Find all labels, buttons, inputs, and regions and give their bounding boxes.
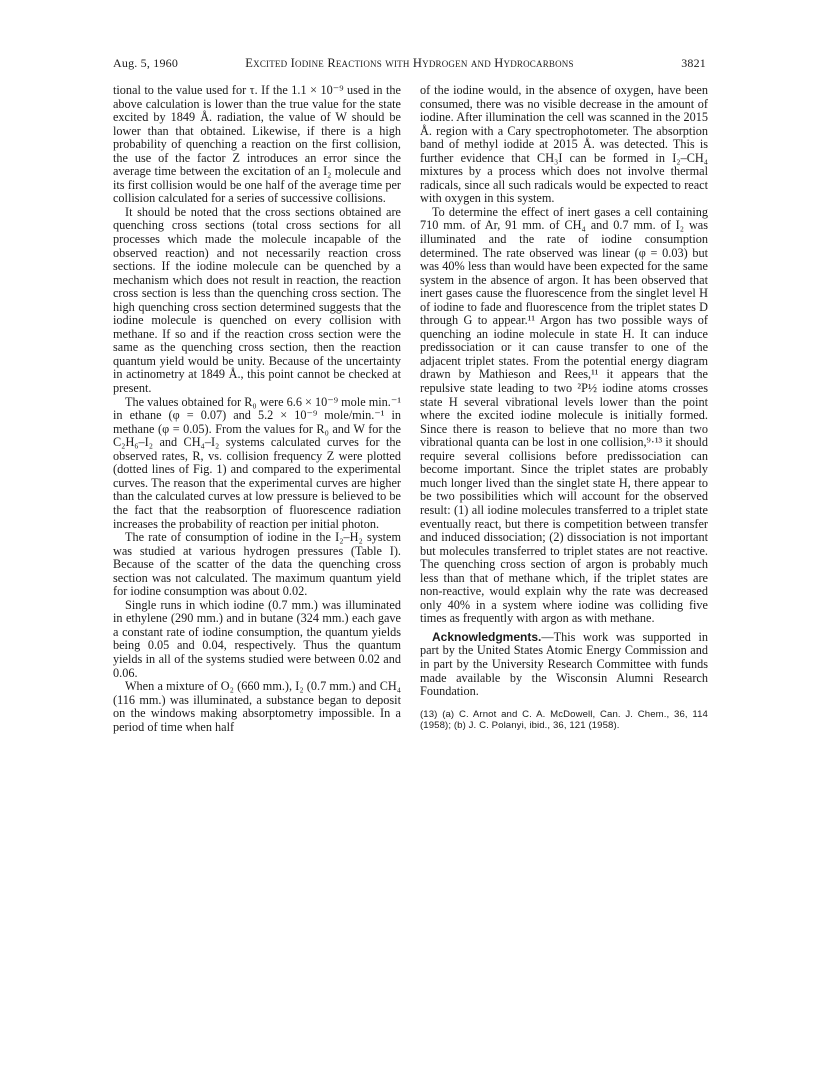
paragraph: To determine the effect of inert gases a cell containing 710 mm. of Ar, 91 mm. of CH₄ and 0.7 mm. of I₂ was illuminated and the rate of iodine consumption determined. The rate observed was linear (φ = 0.03) but was 40% less than would have been expected for the same system in the absence of argon. It has been observed that inert gases cause the fluorescence from the singlet level H of iodine to fade and fluorescence from the triplet states D through G to appear.¹¹ Argon has two possible ways of quenching an iodine molecule in state H. It can induce predissociation or it can cause transfer to one of the adjacent triplet states. From the potential energy diagram drawn by Mathieson and Rees,¹¹ it appears that the repulsive state leading to two ²P½ iodine atoms crosses state H several vibrational levels lower than the point where the excited iodine molecule is initially formed. Since there is reason to believe that no more than two vibrational quanta can be lost in one collision,⁹·¹³ it should require several collisions before predissociation can become important. Since the triplet states are probably much longer lived than the singlet state H, there appear to be two possibilities which will account for the observed result: (1) all iodine molecules transferred to a triplet state eventually react, but there is competition between transfer and induced dissociation; (2) dissociation is not important but molecules transferred to triplet states are not reactive. The quenching cross section of argon is probably much less than that of methane which, if the triplet states are non-reactive, would explain why the rate was decreased only 40% in a system where iodine was colliding five times as frequently with argon as with methane.	[420, 204, 708, 626]
right-column	[420, 84, 708, 732]
paragraph: tional to the value used for τ. If the 1.1 × 10⁻⁹ used in the above calculation is lower than the true value for the state excited by 1849 Å. radiation, the value of W should be lower than that obtained. Likewise, if there is a high probability of quenching a reaction on the first collision, the use of the factor Z introduces an error since the average time between the excitation of an I₂ molecule and its first collision would be one half of the average time per collision calculated for a series of successive collisions.	[113, 83, 401, 206]
running-header	[113, 56, 706, 72]
paragraph: of the iodine would, in the absence of oxygen, have been consumed, there was no visible decrease in the amount of iodine. After illumination the cell was scanned in the 2015 Å. region with a Cary spectrophotometer. The absorption band of methyl iodide at 2015 Å. was detected. This is further evidence that CH₃I can be formed in I₂–CH₄ mixtures by a process which does not involve thermal radicals, since all such radicals would be expected to react with oxygen in this system.	[420, 83, 708, 206]
paragraph: The rate of consumption of iodine in the I₂–H₂ system was studied at various hydrogen pressures (Table I). Because of the scatter of the data the quenching cross section was not calculated. The maximum quantum yield for iodine consumption was about 0.02.	[113, 530, 401, 599]
paragraph: Single runs in which iodine (0.7 mm.) was illuminated in ethylene (290 mm.) and in butane (324 mm.) each gave a constant rate of iodine consumption, the quantum yields being 0.05 and 0.04, respectively. Thus the quantum yields in all of the systems studied were between 0.02 and 0.06.	[113, 597, 401, 680]
header-page-number: 3821	[681, 56, 706, 70]
paragraph: The values obtained for R₀ were 6.6 × 10⁻⁹ mole min.⁻¹ in ethane (φ = 0.07) and 5.2 × 10⁻⁹ mole/min.⁻¹ in methane (φ = 0.05). From the values for R₀ and W for the C₂H₆–I₂ and CH₄–I₂ systems calculated curves for the observed rates, R, vs. collision frequency Z were plotted (dotted lines of Fig. 1) and compared to the experimental curves. The reason that the experimental curves are higher than the calculated curves at low pressure is believed to be the fact that the reabsorption of fluorescence radiation increases the probability of reaction per initial photon.	[113, 394, 401, 531]
paragraph: It should be noted that the cross sections obtained are quenching cross sections (total cross sections for all processes which made the molecule incapable of the observed reaction) and not necessarily reaction cross sections. If the iodine molecule can be quenched by a mechanism which does not result in reaction, the reaction cross section is less than the quenching cross section. The high quenching cross section determined suggests that the iodine molecule is quenched on every collision with methane. If so and if the reaction cross section were the same as the quenching cross section, then the reaction quantum yield would be unity. Because of the uncertainty in actinometry at 1849 Å., this point cannot be checked at present.	[113, 204, 401, 396]
header-date: Aug. 5, 1960	[113, 56, 179, 70]
paragraph: When a mixture of O₂ (660 mm.), I₂ (0.7 mm.) and CH₄ (116 mm.) was illuminated, a substance began to deposit on the windows making absorptometry impossible. In a period of time when half	[113, 679, 401, 734]
footnote: (13) (a) C. Arnot and C. A. McDowell, Can. J. Chem., 36, 114 (1958); (b) J. C. Polanyi, ibid., 36, 121 (1958).	[420, 708, 708, 732]
acknowledgment-heading: Acknowledgments.	[432, 629, 542, 644]
left-column	[113, 84, 401, 734]
acknowledgment-text: —This work was supported in part by the United States Atomic Energy Commission and in part by the University Research Committee with funds made available by the Wisconsin Alumni Research Foundation.	[420, 629, 708, 699]
acknowledgment-paragraph	[420, 631, 708, 699]
header-title: Excited Iodine Reactions with Hydrogen and Hydrocarbons	[245, 56, 574, 70]
